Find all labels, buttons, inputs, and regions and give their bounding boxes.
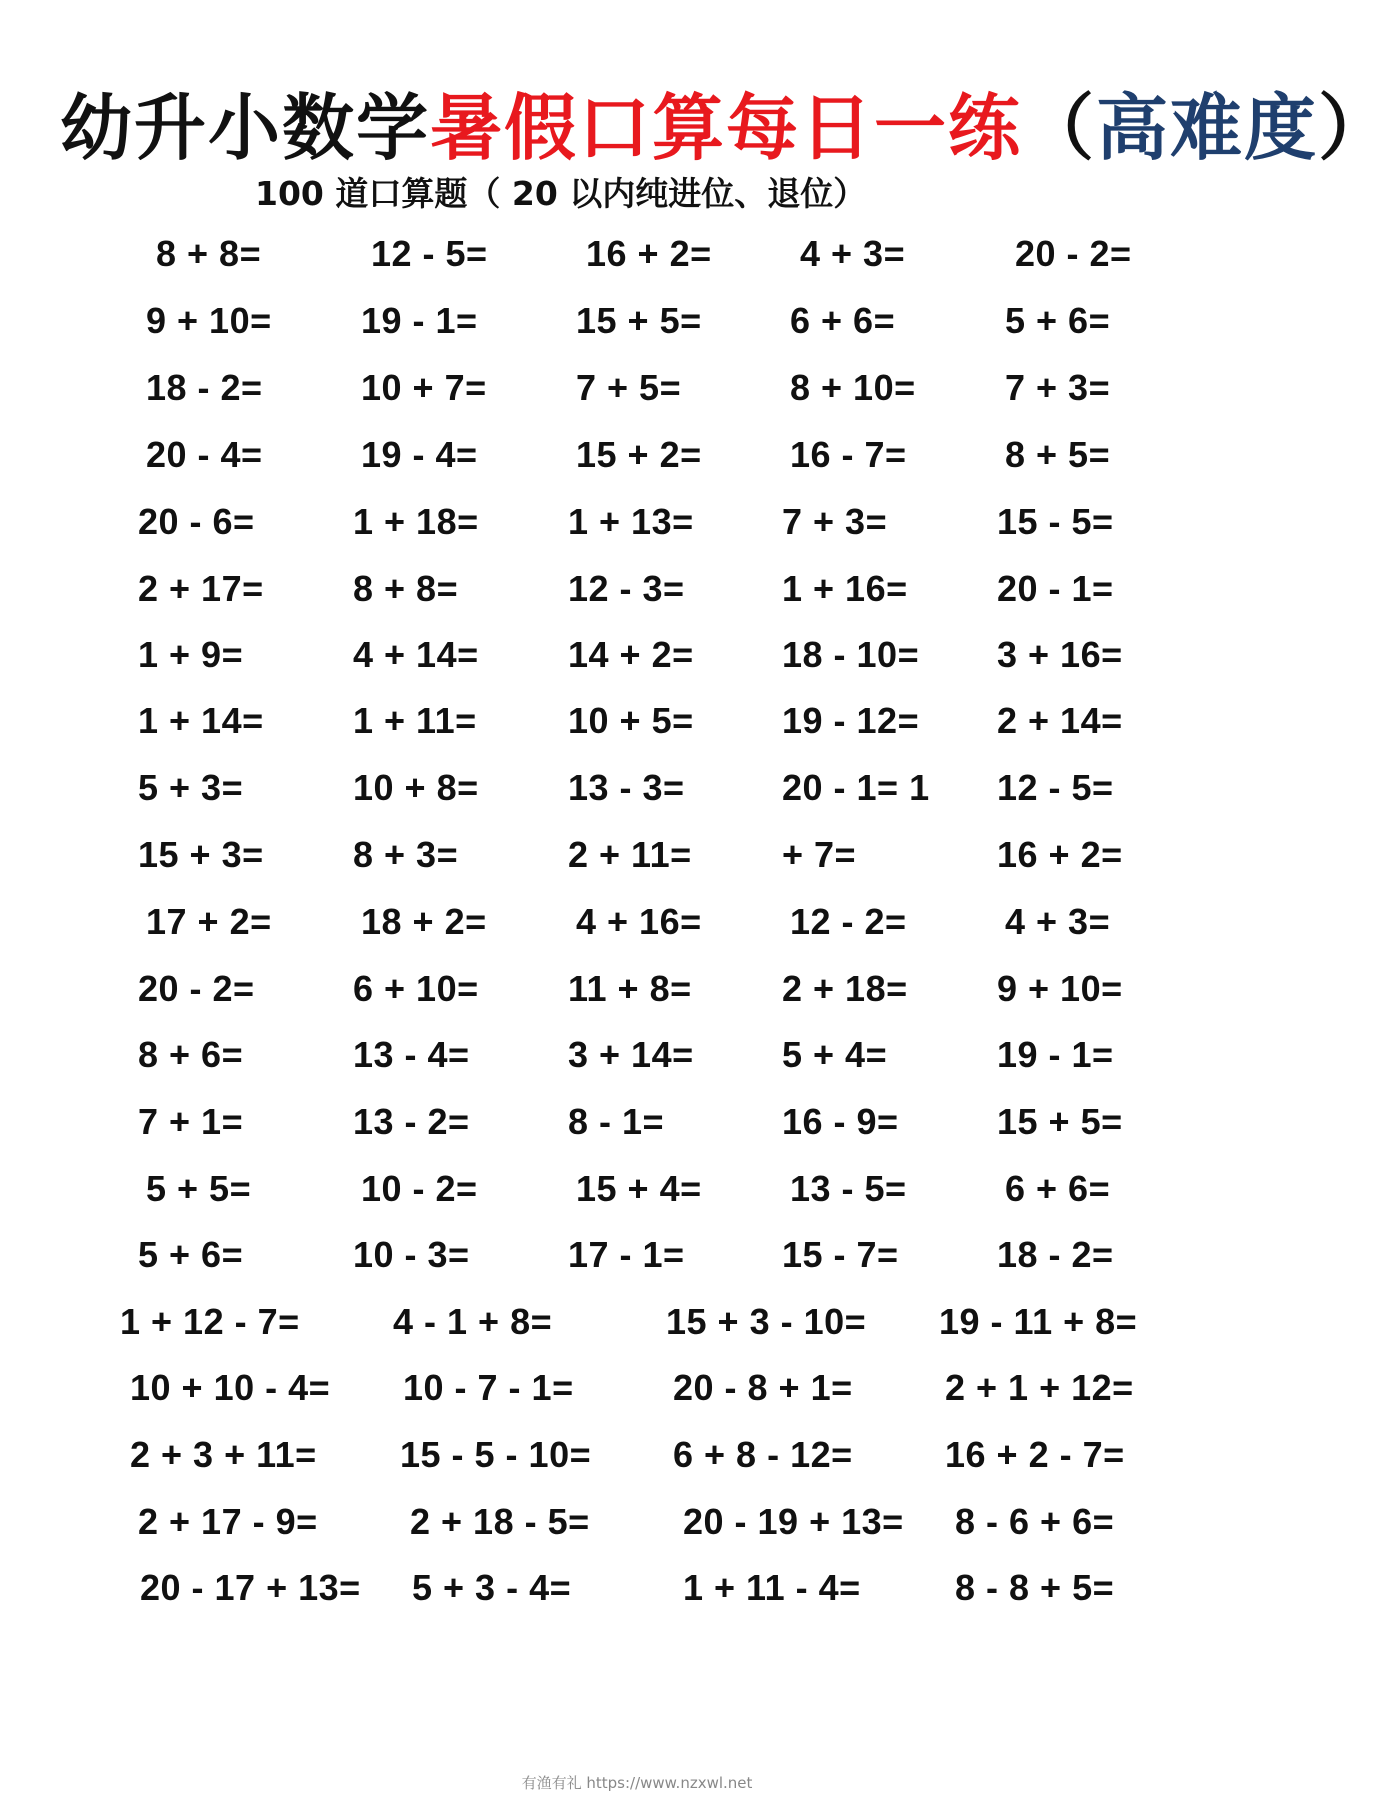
problem: 10 - 3= (353, 1234, 470, 1275)
mixed-problem: 1 + 11 - 4= (683, 1567, 861, 1608)
problem: 5 + 5= (146, 1168, 252, 1209)
problem-row (0, 1234, 1274, 1284)
problem: 5 + 4= (782, 1034, 888, 1075)
problem: 7 + 5= (576, 367, 682, 408)
problem: 20 - 1= 1 (782, 767, 930, 808)
problem-row (0, 901, 1274, 951)
problem: 2 + 17= (138, 568, 264, 609)
problem: 7 + 3= (782, 501, 888, 542)
mixed-problem: 15 - 5 - 10= (400, 1434, 592, 1475)
problem: 16 - 7= (790, 434, 907, 475)
problem: 8 + 8= (156, 233, 262, 274)
problem: 19 - 1= (997, 1034, 1114, 1075)
problem-row (0, 367, 1274, 417)
problem: 18 - 2= (146, 367, 263, 408)
problem: 16 - 9= (782, 1101, 899, 1142)
mixed-problem: 2 + 1 + 12= (945, 1367, 1134, 1408)
problem: 7 + 1= (138, 1101, 244, 1142)
mixed-problem-row (0, 1434, 1274, 1484)
problem: 4 + 14= (353, 634, 479, 675)
problem: 16 + 2= (586, 233, 712, 274)
problem: 6 + 6= (790, 300, 896, 341)
problem: 1 + 9= (138, 634, 244, 675)
problem-row (0, 767, 1274, 817)
mixed-problem: 2 + 18 - 5= (410, 1501, 590, 1542)
problem: 12 - 5= (371, 233, 488, 274)
problem: 5 + 6= (138, 1234, 244, 1275)
problem: 1 + 14= (138, 700, 264, 741)
problem: 1 + 13= (568, 501, 694, 542)
problem: 12 - 5= (997, 767, 1114, 808)
problem-row (0, 1101, 1274, 1151)
problem: 4 + 3= (800, 233, 906, 274)
problem: 12 - 3= (568, 568, 685, 609)
problem: 13 - 4= (353, 1034, 470, 1075)
problem: 9 + 10= (997, 968, 1123, 1009)
problem: 20 - 4= (146, 434, 263, 475)
problem: 1 + 11= (353, 700, 477, 741)
mixed-problem-row (0, 1301, 1274, 1351)
problem: 13 - 5= (790, 1168, 907, 1209)
problem-row (0, 968, 1274, 1018)
problem-row (0, 300, 1274, 350)
mixed-problem: 20 - 19 + 13= (683, 1501, 904, 1542)
problem: 19 - 1= (361, 300, 478, 341)
problem: 8 + 5= (1005, 434, 1111, 475)
problem: 15 + 5= (576, 300, 702, 341)
problem: 4 + 3= (1005, 901, 1111, 942)
problem: 18 - 2= (997, 1234, 1114, 1275)
problem: 15 - 5= (997, 501, 1114, 542)
problem: 18 + 2= (361, 901, 487, 942)
problem: 18 - 10= (782, 634, 920, 675)
problem: 6 + 6= (1005, 1168, 1111, 1209)
problem: 19 - 4= (361, 434, 478, 475)
mixed-problem: 8 - 6 + 6= (955, 1501, 1115, 1542)
problem: 9 + 10= (146, 300, 272, 341)
problem: 5 + 6= (1005, 300, 1111, 341)
title-part-grade: 幼升小数学 (60, 86, 431, 170)
problem-row (0, 501, 1274, 551)
problem: 17 + 2= (146, 901, 272, 942)
problem: 12 - 2= (790, 901, 907, 942)
mixed-problem: 20 - 8 + 1= (673, 1367, 853, 1408)
problem: 8 + 3= (353, 834, 459, 875)
problem: 19 - 12= (782, 700, 920, 741)
problem: 8 + 6= (138, 1034, 244, 1075)
problem: 1 + 18= (353, 501, 479, 542)
title-part-difficulty: 高难度 (1096, 86, 1319, 170)
problem-row (0, 233, 1274, 283)
problem: 3 + 14= (568, 1034, 694, 1075)
mixed-problem: 6 + 8 - 12= (673, 1434, 853, 1475)
problem: 6 + 10= (353, 968, 479, 1009)
problem: 20 - 1= (997, 568, 1114, 609)
mixed-problem: 19 - 11 + 8= (939, 1301, 1138, 1342)
problem: 8 + 10= (790, 367, 916, 408)
mixed-problem: 10 - 7 - 1= (403, 1367, 574, 1408)
problem-row (0, 700, 1274, 750)
problem: 10 + 7= (361, 367, 487, 408)
problem-row (0, 634, 1274, 684)
problem: 2 + 18= (782, 968, 908, 1009)
problem: 15 - 7= (782, 1234, 899, 1275)
problem: 8 + 8= (353, 568, 459, 609)
problem: 11 + 8= (568, 968, 692, 1009)
title-close-paren: ） (1318, 86, 1392, 170)
problem: 7 + 3= (1005, 367, 1111, 408)
mixed-problem-row (0, 1501, 1274, 1551)
problem: 15 + 5= (997, 1101, 1123, 1142)
problem: 20 - 2= (1015, 233, 1132, 274)
mixed-problem-row (0, 1367, 1274, 1417)
problem: 10 + 5= (568, 700, 694, 741)
problem: 2 + 14= (997, 700, 1123, 741)
footer-watermark: 有渔有礼 https://www.nzxwl.net (521, 1774, 753, 1792)
problem: 15 + 2= (576, 434, 702, 475)
mixed-problem: 16 + 2 - 7= (945, 1434, 1125, 1475)
problem-row (0, 1168, 1274, 1218)
problem: 3 + 16= (997, 634, 1123, 675)
problem: 1 + 16= (782, 568, 908, 609)
problem-row (0, 434, 1274, 484)
problem: 5 + 3= (138, 767, 244, 808)
problem-row (0, 1034, 1274, 1084)
problem: 2 + 11= (568, 834, 692, 875)
problem: 4 + 16= (576, 901, 702, 942)
problem: 15 + 3= (138, 834, 264, 875)
mixed-problem: 15 + 3 - 10= (666, 1301, 867, 1342)
problem: 20 - 6= (138, 501, 255, 542)
mixed-problem: 2 + 3 + 11= (130, 1434, 317, 1475)
problem: 16 + 2= (997, 834, 1123, 875)
problem: 8 - 1= (568, 1101, 665, 1142)
mixed-problem: 20 - 17 + 13= (140, 1567, 361, 1608)
mixed-problem: 5 + 3 - 4= (412, 1567, 572, 1608)
mixed-problem: 10 + 10 - 4= (130, 1367, 331, 1408)
mixed-problem: 2 + 17 - 9= (138, 1501, 318, 1542)
problem: 13 - 3= (568, 767, 685, 808)
problem: 14 + 2= (568, 634, 694, 675)
problem: 15 + 4= (576, 1168, 702, 1209)
problem: 10 - 2= (361, 1168, 478, 1209)
mixed-problem: 4 - 1 + 8= (393, 1301, 553, 1342)
mixed-problem-row (0, 1567, 1274, 1617)
page-title (0, 70, 1392, 174)
problem: 10 + 8= (353, 767, 479, 808)
title-part-practice: 暑假口算每日一练 (430, 86, 1023, 170)
problem: 17 - 1= (568, 1234, 685, 1275)
problem: + 7= (782, 834, 857, 875)
page-subtitle: 100 道口算题（ 20 以内纯进位、退位） (255, 174, 867, 213)
mixed-problem: 8 - 8 + 5= (955, 1567, 1115, 1608)
problem-row (0, 568, 1274, 618)
mixed-problem: 1 + 12 - 7= (120, 1301, 300, 1342)
problem-row (0, 834, 1274, 884)
problem: 13 - 2= (353, 1101, 470, 1142)
problem: 20 - 2= (138, 968, 255, 1009)
title-open-paren: （ (1022, 86, 1097, 170)
